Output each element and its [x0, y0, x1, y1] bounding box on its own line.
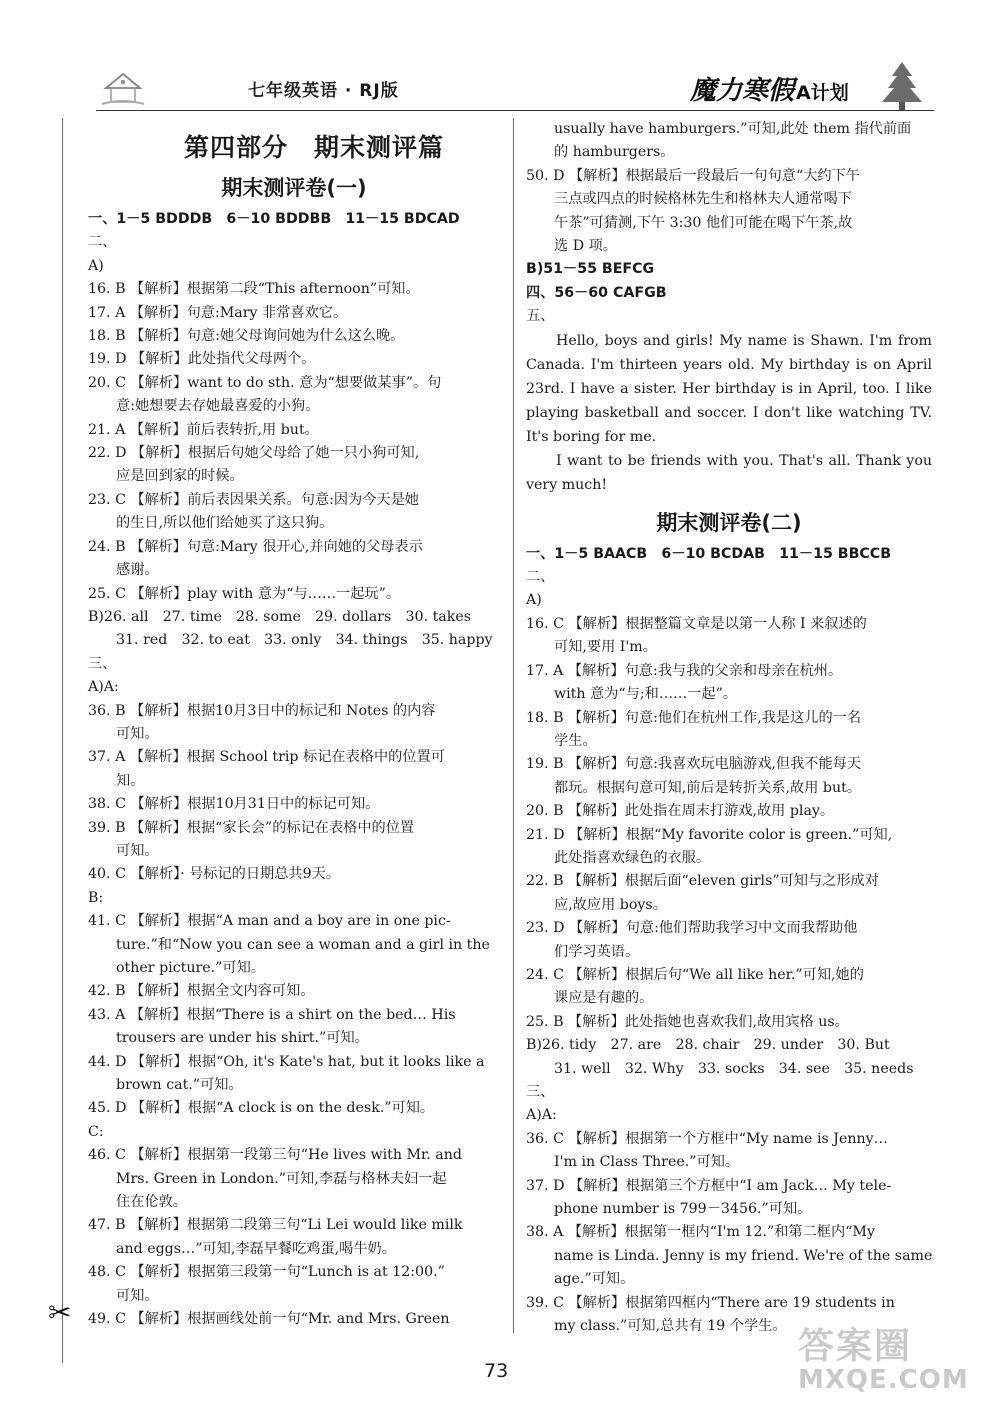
answer-23: 23. C 【解析】前后表因果关系。句意:因为今天是她 [88, 491, 419, 508]
answer-46-cont-1: Mrs. Green in London.”可知,李磊与格林夫妇一起 [116, 1170, 447, 1187]
answer-43-cont: trousers are under his shirt.”可知。 [116, 1030, 369, 1047]
exam2-section-2a: A) [526, 592, 542, 609]
cloze-b-line-2: 31. red 32. to eat 33. only 34. things 35. happy [116, 632, 493, 649]
exam2-answer-23-cont: 们学习英语。 [554, 943, 640, 960]
answer-43: 43. A 【解析】根据“There is a shirt on the bed… His [88, 1006, 456, 1023]
exam2-answer-37-cont: phone number is 799－3456.”可知。 [554, 1201, 812, 1218]
essay-paragraph-1: Hello, boys and girls! My name is Shawn. I'm from Canada. I'm thirteen years old. My birthday is on April 23rd. I have a sister. Her birthday is in April, too. I like playing basketball and soccer. I don't like watching TV. It's boring for me. [526, 332, 932, 445]
part-title: 第四部分 期末测评篇 [183, 133, 444, 162]
exam2-answer-38-cont-1: name is Linda. Jenny is my friend. We're of the same [554, 1247, 933, 1264]
exam2-answer-23: 23. D 【解析】句意:他们帮助我学习中文而我帮助他 [526, 920, 858, 937]
answer-18: 18. B 【解析】句意:她父母询问她为什么这么晚。 [88, 328, 405, 345]
answer-37-cont: 知。 [116, 772, 145, 789]
answer-42: 42. B 【解析】根据全文内容可知。 [88, 983, 315, 1000]
exam2-cloze-b-line-2: 31. well 32. Why 33. socks 34. see 35. needs [554, 1060, 914, 1077]
exam2-section-3a: A)A: [526, 1107, 557, 1124]
exam2-answer-16-cont: 可知,要用 I'm。 [554, 639, 657, 656]
answer-37: 37. A 【解析】根据 School trip 标记在表格中的位置可 [88, 749, 445, 766]
exam2-title: 期末测评卷(二) [656, 510, 802, 535]
answer-22: 22. D 【解析】根据后句她父母给了她一只小狗可知, [88, 445, 420, 462]
answer-44: 44. D 【解析】根据“Oh, it's Kate's hat, but it looks like a [88, 1053, 485, 1070]
brand-title: 魔力寒假 A计划 [690, 76, 849, 106]
column-divider [513, 118, 514, 1333]
exam2-answer-39-cont: my class.”可知,总共有 19 个学生。 [554, 1318, 787, 1335]
answer-39-cont: 可知。 [116, 842, 159, 859]
exam2-answer-18-cont: 学生。 [554, 732, 597, 749]
exam1-title: 期末测评卷(一) [221, 176, 367, 200]
exam1-section-3b: B: [88, 889, 104, 906]
answer-20: 20. C 【解析】want to do sth. 意为“想要做某事”。句 [88, 374, 442, 391]
brand-suffix: A计划 [796, 82, 849, 104]
exam2-answers-1-15: 一、1－5 BAACB 6－10 BCDAB 11－15 BBCCB [526, 545, 892, 562]
answer-47-cont: and eggs…”可知,李磊早餐吃鸡蛋,喝牛奶。 [116, 1240, 396, 1257]
exam2-answer-25: 25. B 【解析】此处指她也喜欢我们,故用宾格 us。 [526, 1013, 849, 1030]
answer-50-cont-2: 午茶”可猜测,下午 3:30 他们可能在喝下午茶,故 [554, 214, 853, 231]
answer-45: 45. D 【解析】根据“A clock is on the desk.”可知。 [88, 1100, 435, 1117]
page-header [0, 0, 1000, 115]
page-number: 73 [484, 1360, 509, 1382]
exam2-answer-17-cont: with 意为“与;和……一起”。 [554, 686, 738, 703]
header-rule [96, 110, 934, 111]
exam2-answer-16: 16. C 【解析】根据整篇文章是以第一人称 I 来叙述的 [526, 615, 867, 632]
answer-41: 41. C 【解析】根据“A man and a boy are in one pic- [88, 913, 451, 930]
exam2-answer-18: 18. B 【解析】句意:他们在杭州工作,我是这儿的一名 [526, 709, 862, 726]
christmas-tree-icon [876, 60, 928, 112]
exam2-answer-36-cont: I'm in Class Three.”可知。 [554, 1154, 740, 1171]
exam2-answer-36: 36. C 【解析】根据第一个方框中“My name is Jenny… [526, 1130, 888, 1147]
watermark-logo-text: 答案圈 [798, 1326, 913, 1367]
answer-50-cont-1: 三点或四点的时候格林先生和格林夫人通常喝下 [554, 191, 852, 208]
exam2-answer-24: 24. C 【解析】根据后句“We all like her.”可知,她的 [526, 966, 864, 983]
answers-51-55: B)51－55 BEFCG [526, 261, 655, 278]
answer-40: 40. C 【解析】· 号标记的日期总共9天。 [88, 866, 341, 883]
exam1-section-2a: A) [88, 257, 104, 274]
exam2-answer-19-cont: 都玩。根据句意可知,前后是转折关系,故用 but。 [554, 779, 862, 796]
exam2-answer-21-cont: 此处指喜欢绿色的衣服。 [554, 849, 711, 866]
answer-41-cont-1: ture.”和“Now you can see a woman and a girl in the [116, 936, 490, 953]
watermark-url: MXQE.COM [798, 1365, 969, 1395]
exam1-answers-1-15: 一、1－5 BDDDB 6－10 BDDBB 11－15 BDCAD [88, 211, 460, 227]
exam1-section-3: 三、 [88, 655, 117, 672]
answer-21: 21. A 【解析】前后表转折,用 but。 [88, 421, 319, 438]
answer-36: 36. B 【解析】根据10月3日中的标记和 Notes 的内容 [88, 702, 436, 719]
answer-16: 16. B 【解析】根据第二段“This afternoon”可知。 [88, 281, 420, 298]
answer-47: 47. B 【解析】根据第二段第三句“Li Lei would like milk [88, 1217, 463, 1234]
answer-38: 38. C 【解析】根据10月31日中的标记可知。 [88, 796, 380, 813]
answer-49-cont-1: usually have hamburgers.”可知,此处 them 指代前面 [554, 121, 912, 137]
cloze-b-line-1: B)26. all 27. time 28. some 29. dollars 30. takes [88, 608, 472, 625]
answer-36-cont: 可知。 [116, 725, 159, 742]
answer-46-cont-2: 住在伦敦。 [116, 1194, 187, 1211]
right-column [526, 118, 932, 1338]
answer-22-cont: 应是回到家的时候。 [116, 468, 244, 485]
answer-17: 17. A 【解析】句意:Mary 非常喜欢它。 [88, 304, 348, 321]
answer-41-cont-2: other picture.”可知。 [116, 960, 265, 976]
left-margin-rule [62, 118, 63, 1363]
watermark [798, 1318, 969, 1395]
exam2-answer-20: 20. B 【解析】此处指在周末打游戏,故用 play。 [526, 803, 835, 820]
exam2-answer-17: 17. A 【解析】句意:我与我的父亲和母亲在杭州。 [526, 662, 843, 679]
answers-56-60: 四、56－60 CAFGB [526, 284, 667, 301]
essay-paragraph-2: I want to be friends with you. That's all. Thank you very much! [526, 452, 932, 493]
exam2-cloze-b-line-1: B)26. tidy 27. are 28. chair 29. under 30. But [526, 1037, 890, 1054]
exam2-answer-38: 38. A 【解析】根据第一框内“I'm 12.”和第二框内“My [526, 1224, 875, 1241]
exam2-answer-38-cont-2: age.”可知。 [554, 1271, 635, 1288]
answer-23-cont: 的生日,所以他们给她买了这只狗。 [116, 515, 334, 532]
answer-48-cont: 可知。 [116, 1287, 159, 1304]
left-column [88, 118, 500, 1332]
section-5-label: 五、 [526, 308, 555, 325]
answer-50: 50. D 【解析】根据最后一段最后一句句意“大约下午 [526, 167, 860, 184]
answer-49-cont-2: 的 hamburgers。 [554, 144, 675, 161]
exam2-answer-19: 19. B 【解析】句意:我喜欢玩电脑游戏,但我不能每天 [526, 756, 862, 773]
answer-39: 39. B 【解析】根据“家长会”的标记在表格中的位置 [88, 819, 415, 836]
answer-19: 19. D 【解析】此处指代父母两个。 [88, 351, 316, 368]
exam1-section-3a: A)A: [88, 679, 119, 696]
exam2-answer-39: 39. C 【解析】根据第四框内“There are 19 students in [526, 1294, 895, 1311]
scissors-icon: ✂ [48, 1296, 72, 1329]
book-title: 七年级英语 · RJ版 [248, 81, 399, 101]
answer-49: 49. C 【解析】根据画线处前一句“Mr. and Mrs. Green [88, 1311, 450, 1328]
answer-20-cont: 意:她想要去存她最喜爱的小狗。 [116, 398, 320, 415]
exam2-answer-22-cont: 应,故应用 boys。 [554, 896, 667, 913]
exam2-section-2: 二、 [526, 569, 555, 586]
exam2-answer-24-cont: 课应是有趣的。 [554, 990, 654, 1007]
answer-46: 46. C 【解析】根据第一段第三句“He lives with Mr. and [88, 1147, 462, 1164]
exam2-answer-21: 21. D 【解析】根据“My favorite color is green.”可知, [526, 826, 893, 843]
answer-24-cont: 感谢。 [116, 562, 159, 579]
exam2-section-3: 三、 [526, 1084, 555, 1100]
exam2-answer-37: 37. D 【解析】根据第三个方框中“I am Jack… My tele- [526, 1177, 892, 1194]
answer-44-cont: brown cat.”可知。 [116, 1077, 243, 1094]
answer-48: 48. C 【解析】根据第三段第一句“Lunch is at 12:00.” [88, 1264, 445, 1281]
exam1-section-3c: C: [88, 1123, 104, 1140]
answer-25: 25. C 【解析】play with 意为“与……一起玩”。 [88, 585, 401, 602]
exam1-section-2: 二、 [88, 234, 117, 251]
exam2-answer-22: 22. B 【解析】根据后面“eleven girls”可知与之形成对 [526, 873, 879, 890]
house-logo-icon [100, 68, 146, 108]
answer-50-cont-3: 选 D 项。 [554, 238, 617, 255]
answer-24: 24. B 【解析】句意:Mary 很开心,并向她的父母表示 [88, 538, 423, 555]
